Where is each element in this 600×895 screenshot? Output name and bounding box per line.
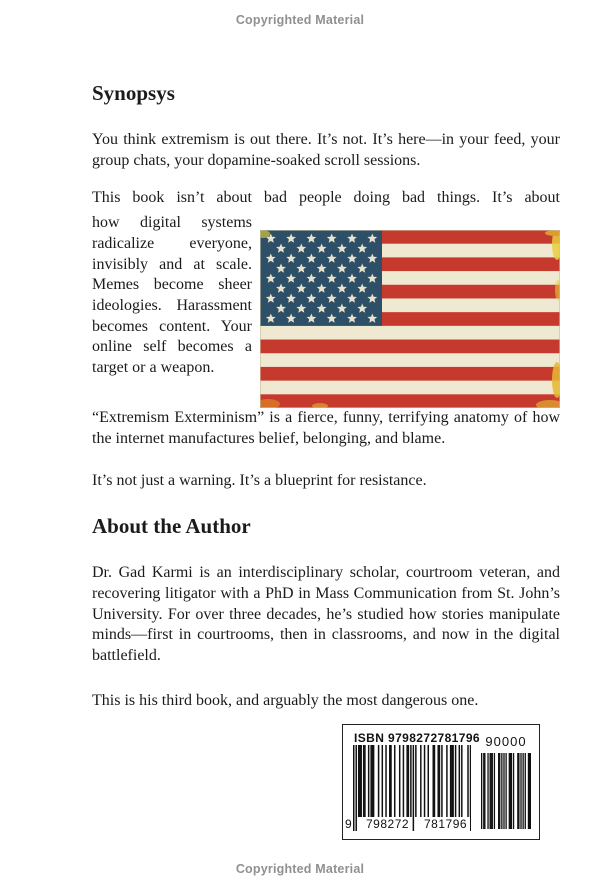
barcode-price-code: 90000	[485, 734, 527, 750]
synopsis-paragraph-4: It’s not just a warning. It’s a blueprint for resistance.	[92, 471, 427, 489]
author-note-paragraph: This is his third book, and arguably the most dangerous one.	[92, 691, 479, 709]
copyright-watermark-bottom: Copyrighted Material	[235, 862, 365, 876]
isbn-barcode-block	[342, 724, 540, 840]
barcode-digit-prefix: 9	[345, 817, 353, 832]
barcode-digit-group1: 798272	[363, 817, 412, 831]
isbn-label: ISBN 9798272781796	[354, 731, 480, 746]
synopsis-paragraph-3: “Extremism Exterminism” is a fierce, funny, terrifying anatomy of how the internet manufactures belief, belonging, and blame.	[92, 409, 560, 447]
american-flag-image	[260, 230, 560, 408]
author-bio-paragraph: Dr. Gad Karmi is an interdisciplinary scholar, courtroom veteran, and recovering litigator with a PhD in Mass Communication from St. John’s University. For over three decades, he’s studied how stories manipulate minds—first in courtrooms, then in classrooms, and now in the digital battlefield.	[92, 564, 560, 665]
back-cover-content	[92, 0, 560, 840]
about-author-heading: About the Author	[92, 514, 251, 539]
barcode-digit-group2: 781796	[421, 817, 470, 831]
synopsis-paragraph-2-first-line: This book isn’t about bad people doing bad things. It’s about	[92, 189, 560, 207]
supplemental-barcode-bars	[481, 753, 531, 829]
synopsis-paragraph-1: You think extremism is out there. It’s not. It’s here—in your feed, your group chats, your dopamine-soaked scroll sessions.	[92, 131, 560, 169]
copyright-watermark-top: Copyrighted Material	[235, 13, 365, 27]
synopsis-paragraph-2-text: how digital systems radicalize everyone, invisibly and at scale. Memes become sheer ideologies. Harassment becomes content. Your online self becomes a target or a weapon.	[92, 214, 252, 377]
barcode-digits	[345, 817, 485, 831]
synopsis-paragraph-2-wrap	[92, 213, 560, 379]
synopsis-heading: Synopsys	[92, 81, 175, 105]
